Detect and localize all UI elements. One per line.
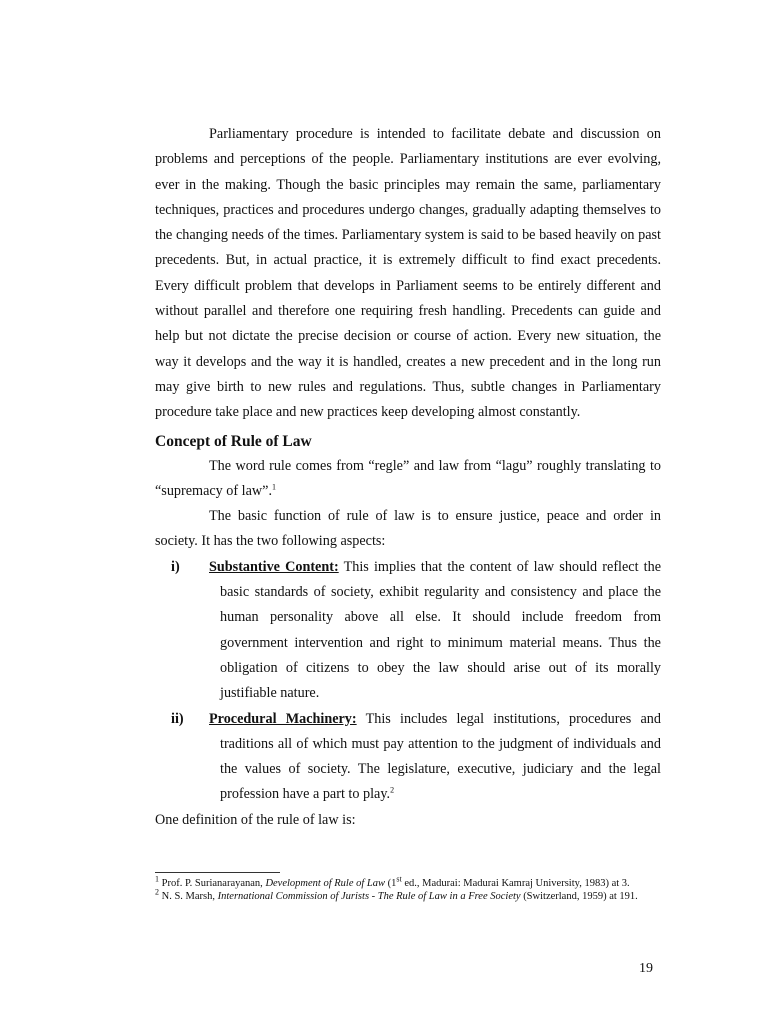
footnote-divider xyxy=(155,872,280,873)
aspect-item-1 xyxy=(155,555,661,707)
footnote-ref-2: 2 xyxy=(390,785,395,795)
intro-paragraph: Parliamentary procedure is intended to facilitate debate and discussion on problems and perceptions of the people. Parliamentary institutions are ever evolving, ever in the making. Though the basic principles may remain the same, parliamentary techniques, practices and procedures undergo changes, gradually adapting themselves to the changing needs of the times. Parliamentary system is said to be based heavily on past precedents. But, in actual practice, it is extremely difficult to find exact precedents. Every difficult problem that develops in Parliament seems to be entirely different and without parallel and therefore one requiring fresh handling. Precedents can guide and help but not dictate the precise decision or course of action. Every new situation, the way it develops and the way it is handled, creates a new precedent and in the long run may give birth to new rules and regulations. Thus, subtle changes in Parliamentary procedure take place and new practices keep developing almost constantly. xyxy=(155,126,661,421)
document-body xyxy=(155,122,661,833)
function-paragraph: The basic function of rule of law is to ensure justice, peace and order in society. It has the two following aspects: xyxy=(155,508,661,550)
etymology-paragraph xyxy=(155,454,661,505)
aspect-text xyxy=(209,707,661,808)
aspect-rest: basic standards of society, exhibit regularity and consistency and place the human personality above all else. It should include freedom from government intervention and right to minimum material means. Thus the obligation of citizens to obey the law should arise out of its morally justifiable nature. xyxy=(220,584,661,702)
aspect-number: i) xyxy=(171,558,180,575)
etymology-text: The word rule comes from “regle” and law from “lagu” roughly translating to “supremacy of law”. xyxy=(155,457,661,499)
definition-intro: One definition of the rule of law is: xyxy=(155,811,356,828)
aspect-number: ii) xyxy=(171,710,184,727)
aspect-term: Procedural Machinery: xyxy=(209,710,357,727)
aspect-first-line: This includes legal institutions, procedures and xyxy=(365,710,661,727)
footnote-1: $^1$ Prof. P. Surianarayanan, Development of Rule of Law (1st ed., Madurai: Madurai Kamraj University, 1983) at 3. xyxy=(155,874,630,889)
aspect-item-2 xyxy=(155,707,661,808)
aspect-rest: traditions all of which must pay attention to the judgment of individuals and the values of society. The legislature, executive, judiciary and the legal profession have a part to play. xyxy=(220,735,661,803)
page-number: 19 xyxy=(639,961,653,976)
section-heading: Concept of Rule of Law xyxy=(155,432,312,450)
aspect-term: Substantive Content: xyxy=(209,558,339,575)
aspect-first-line: This implies that the content of law should reflect the xyxy=(343,558,661,575)
footnotes xyxy=(155,872,661,903)
aspect-text xyxy=(209,555,661,707)
footnote-2: $^2$ N. S. Marsh, International Commission of Jurists - The Rule of Law in a Free Society (Switzerland, 1959) at 191. xyxy=(155,887,638,902)
footnote-ref-1: 1 xyxy=(272,482,276,492)
